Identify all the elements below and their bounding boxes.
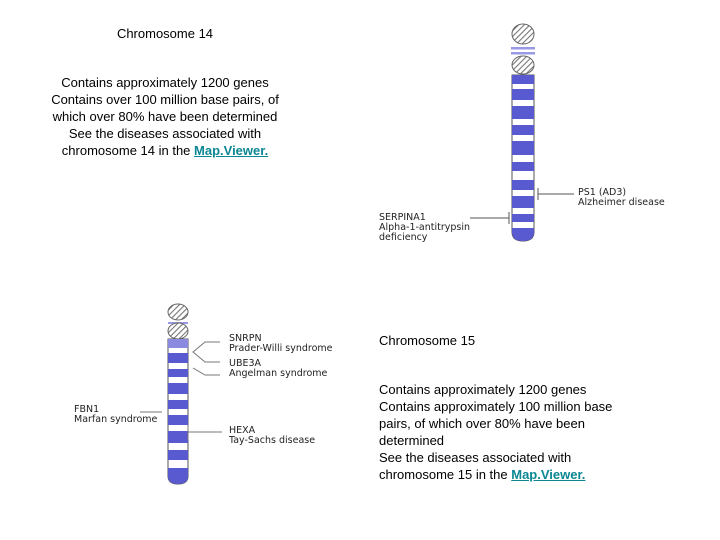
gene-label-ps1: PS1 (AD3) Alzheimer disease	[578, 187, 665, 208]
chr14-line: Contains approximately 1200 genes	[61, 75, 269, 90]
chr15-line: pairs, of which over 80% have been	[379, 416, 585, 431]
chr15-title: Chromosome 15	[379, 333, 476, 348]
gene-label-hexa: HEXA Tay-Sachs disease	[229, 425, 316, 446]
chr15-line: chromosome 15 in the Map.Viewer.	[379, 467, 586, 482]
chr14-title: Chromosome 14	[116, 26, 214, 41]
chr14-line: which over 80% have been determined	[52, 109, 278, 124]
chr14-line: Contains over 100 million base pairs, of	[51, 92, 279, 107]
gene-label-ube3a: UBE3A Angelman syndrome	[229, 358, 328, 379]
chr15-description	[379, 381, 679, 483]
chr15-line: Contains approximately 100 million base	[379, 399, 613, 414]
chr14-map-viewer-link[interactable]: Map.Viewer.	[194, 143, 269, 158]
chr15-line: Contains approximately 1200 genes	[379, 382, 587, 397]
chr15-line: determined	[379, 433, 445, 448]
chr15-line: See the diseases associated with	[379, 450, 572, 465]
gene-label-serpina1: SERPINA1 Alpha-1-antitrypsin deficiency	[379, 212, 471, 243]
chr15-map-viewer-link[interactable]: Map.Viewer.	[511, 467, 586, 482]
chr14-line: See the diseases associated with	[68, 126, 262, 141]
gene-label-fbn1: FBN1 Marfan syndrome	[74, 404, 158, 425]
gene-label-snrpn: SNRPN Prader-Willi syndrome	[229, 333, 333, 354]
chr14-line: chromosome 14 in the Map.Viewer.	[61, 143, 269, 158]
